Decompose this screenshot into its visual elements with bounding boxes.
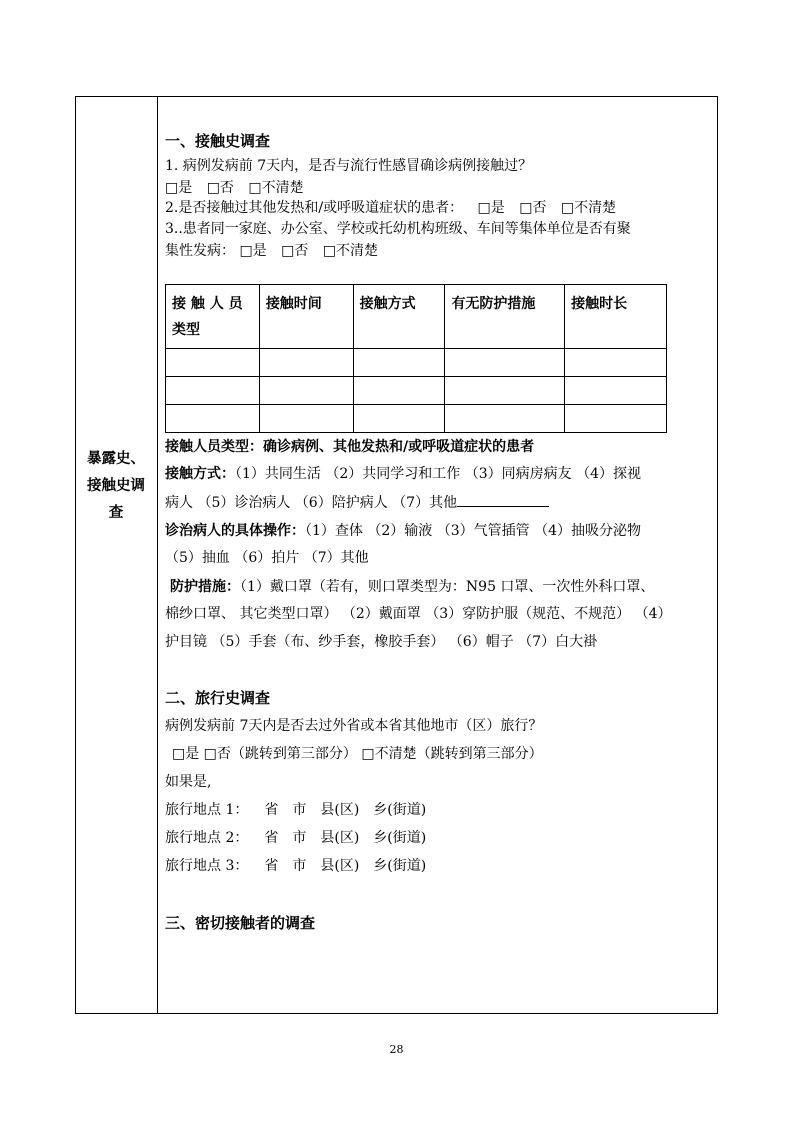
question-3-line2: 集性发病： □是 □否 □不清楚 [165,243,379,259]
q2-option-yes[interactable]: □是 [477,200,505,216]
contact-method-line1: 接触方式：（1）共同生活 （2）共同学习和工作 （3）同病房病友 （4）探视 [165,466,641,482]
table-cell[interactable] [259,377,353,405]
table-cell[interactable] [565,405,667,433]
travel-place-3: 旅行地点 3： 省 市 县(区) 乡(街道) [165,858,427,874]
table-cell[interactable] [259,405,353,433]
q2-option-unsure[interactable]: □不清楚 [560,200,617,216]
table-cell[interactable] [565,349,667,377]
table-cell[interactable] [353,377,445,405]
q3-option-yes[interactable]: □是 [239,243,267,259]
question-1: 1. 病例发病前 7天内，是否与流行性感冒确诊病例接触过？ [165,158,533,174]
question-3-line1: 3..患者同一家庭、办公室、学校或托幼机构班级、车间等集体单位是否有聚 [165,221,631,237]
other-blank-line[interactable] [457,494,549,507]
table-cell[interactable] [565,377,667,405]
header-contact-time: 接触时间 [259,285,353,349]
travel-if-yes: 如果是, [165,774,212,790]
section2-title: 二、旅行史调查 [165,689,271,707]
travel-place-2: 旅行地点 2： 省 市 县(区) 乡(街道) [165,830,427,846]
table-cell[interactable] [445,377,565,405]
left-label-column [76,97,158,1013]
table-cell[interactable] [445,405,565,433]
q3-option-unsure[interactable]: □不清楚 [322,243,379,259]
contact-method-line2: 病人 （5）诊治病人 （6）陪护病人 （7）其他 [165,492,549,512]
table-cell[interactable] [259,349,353,377]
protection-line1: 防护措施：（1）戴口罩（若有，则口罩类型为：N95 口罩、一次性外科口罩、 [170,579,655,595]
table-cell[interactable] [166,405,260,433]
table-row [166,405,667,433]
table-cell[interactable] [353,405,445,433]
table-header-row [166,285,667,349]
protection-line2: 棉纱口罩、 其它类型口罩） （2）戴面罩 （3）穿防护服（规范、不规范） （4） [165,606,672,622]
page-number: 28 [389,1043,404,1056]
section1-title: 一、接触史调查 [165,132,271,150]
header-contact-type: 接 触 人 员 类型 [166,285,260,349]
header-contact-method: 接触方式 [353,285,445,349]
travel-question: 病例发病前 7天内是否去过外省或本省其他地市（区）旅行？ [165,718,543,734]
question-2: 2.是否接触过其他发热和/或呼吸道症状的患者： □是 □否 □不清楚 [165,200,617,216]
header-protection: 有无防护措施 [445,285,565,349]
section-side-label: 暴露史、 接触史调 查 [87,451,145,521]
table-cell[interactable] [166,349,260,377]
table-row [166,349,667,377]
q2-option-no[interactable]: □否 [519,200,547,216]
travel-options[interactable]: □是 □否（跳转到第三部分） □不清楚（跳转到第三部分） [172,746,543,762]
table-cell[interactable] [353,349,445,377]
operation-line1: 诊治病人的具体操作：（1）查体 （2）输液 （3）气管插管 （4）抽吸分泌物 [165,523,641,539]
travel-place-1: 旅行地点 1： 省 市 县(区) 乡(街道) [165,802,427,818]
q1-option-no[interactable]: □否 [206,180,234,196]
table-row [166,377,667,405]
table-cell[interactable] [166,377,260,405]
contact-table [165,284,667,433]
header-duration: 接触时长 [565,285,667,349]
q1-option-unsure[interactable]: □不清楚 [248,180,304,196]
question-1-options [165,177,304,197]
operation-line2: （5）抽血 （6）拍片 （7）其他 [165,550,369,566]
q3-option-no[interactable]: □否 [281,243,309,259]
table-cell[interactable] [445,349,565,377]
contact-type-note: 接触人员类型：确诊病例、其他发热和/或呼吸道症状的患者 [165,439,535,455]
section3-title: 三、密切接触者的调查 [165,914,316,932]
protection-line3: 护目镜 （5）手套（布、纱手套，橡胶手套） （6）帽子 （7）白大褂 [165,634,598,650]
q1-option-yes[interactable]: □是 [165,180,193,196]
